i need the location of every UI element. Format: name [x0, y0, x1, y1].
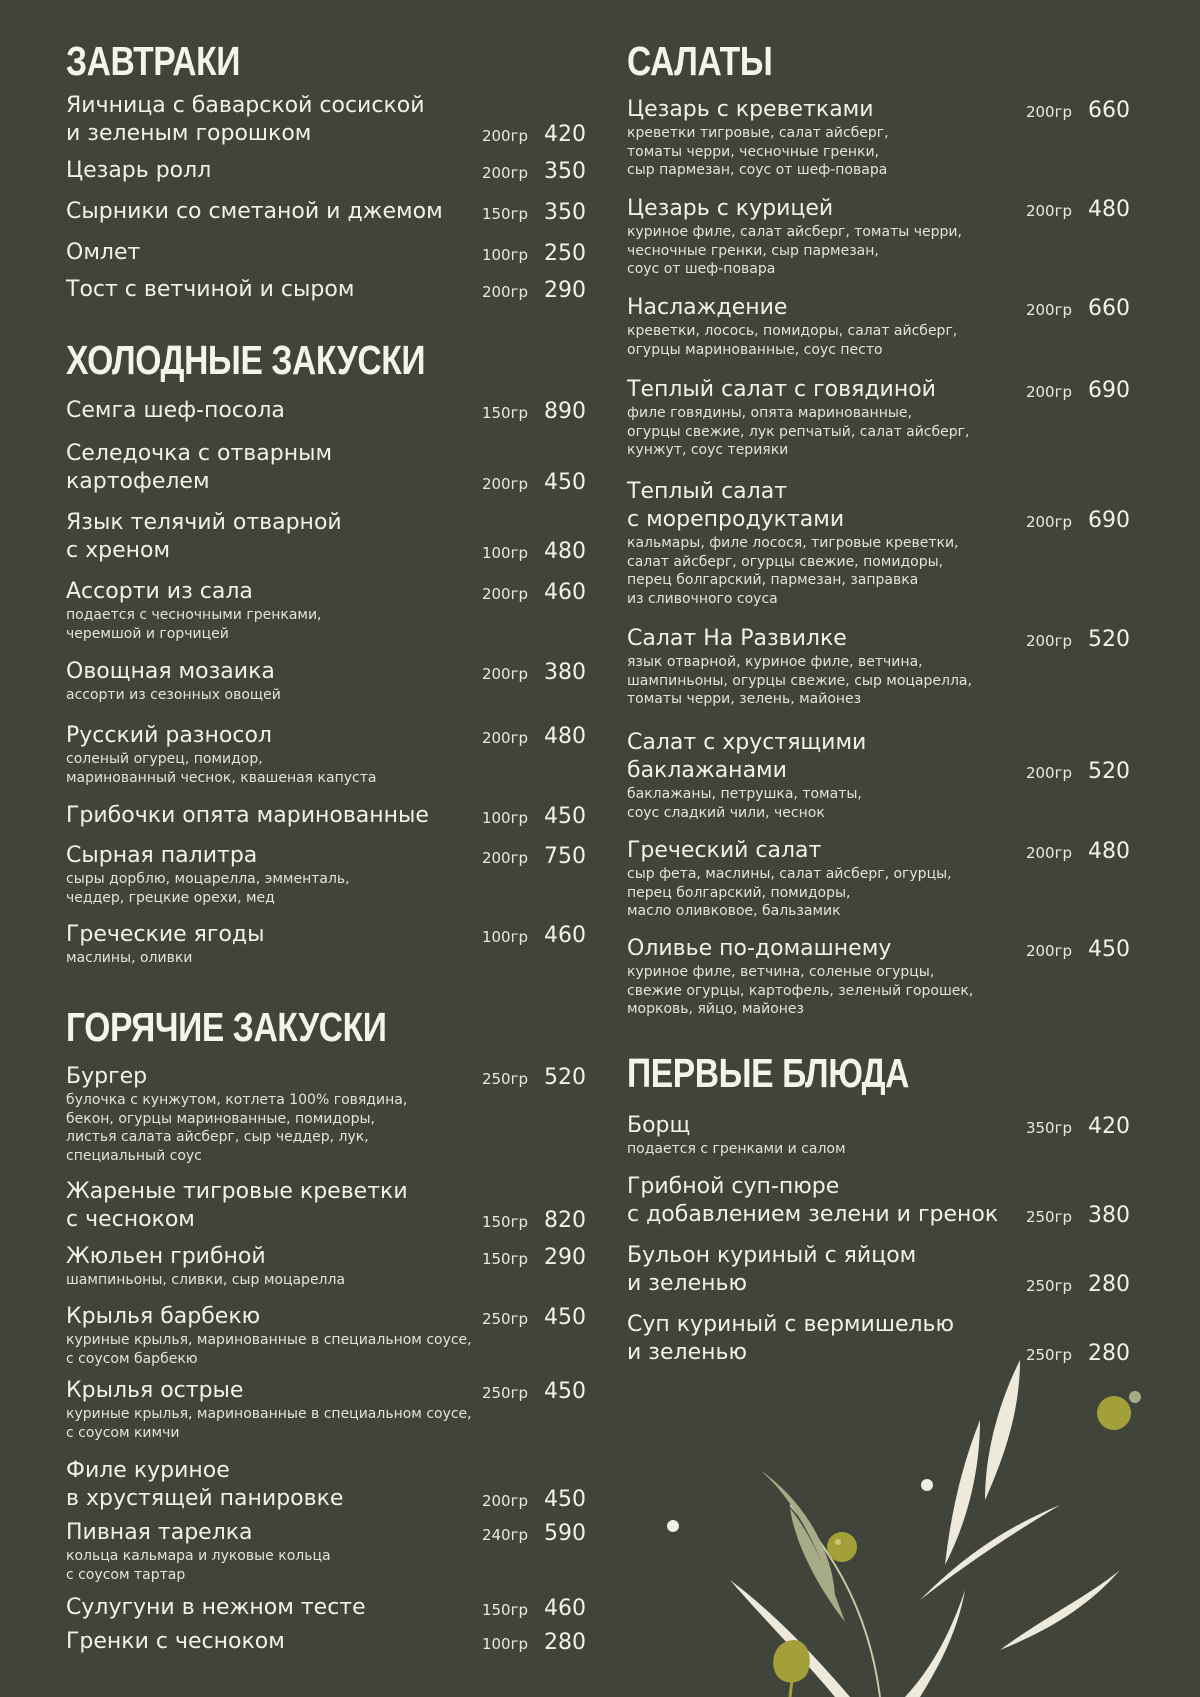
- menu-item: [627, 1242, 1130, 1298]
- item-name: Оливье по-домашнему: [627, 936, 892, 961]
- item-weight: 100гр: [481, 809, 528, 827]
- item-description: соленый огурец, помидор, маринованный чеснок, квашеная капуста: [66, 751, 377, 786]
- menu-item: [627, 1173, 1130, 1229]
- item-name: Пивная тарелка: [66, 1520, 253, 1545]
- item-price: 420: [544, 122, 586, 147]
- item-weight: 200гр: [1025, 301, 1072, 319]
- item-weight: 200гр: [481, 1492, 528, 1510]
- item-price: 520: [1088, 627, 1130, 652]
- section-title-salaty: САЛАТЫ: [627, 38, 773, 84]
- item-weight: 200гр: [1025, 844, 1072, 862]
- section-title-zavtraki: ЗАВТРАКИ: [66, 38, 241, 84]
- item-price: 480: [1088, 197, 1130, 222]
- menu-item: [66, 157, 586, 185]
- menu-item: [627, 1311, 1130, 1367]
- item-name: Цезарь с курицей: [627, 196, 834, 221]
- menu-item: [66, 802, 586, 830]
- menu-item: [66, 1303, 586, 1368]
- menu-item: [66, 1063, 586, 1165]
- item-name: Сырники со сметаной и джемом: [66, 199, 443, 224]
- section-title-holodnye: ХОЛОДНЫЕ ЗАКУСКИ: [66, 337, 426, 383]
- item-description: куриные крылья, маринованные в специальном соусе, с соусом барбекю: [66, 1332, 472, 1367]
- item-description: куриные крылья, маринованные в специальном соусе, с соусом кимчи: [66, 1406, 472, 1441]
- item-price: 460: [544, 580, 586, 605]
- item-weight: 200гр: [1025, 764, 1072, 782]
- item-weight: 200гр: [481, 665, 528, 683]
- menu-item: [66, 1594, 586, 1622]
- item-weight: 100гр: [481, 928, 528, 946]
- item-weight: 200гр: [481, 585, 528, 603]
- item-name: Селедочка с отварным картофелем: [66, 441, 333, 494]
- item-price: 660: [1088, 296, 1130, 321]
- item-name: Бургер: [66, 1064, 148, 1089]
- item-description: сыр фета, маслины, салат айсберг, огурцы, перец болгарский, помидоры, масло оливковое, бальзамик: [627, 866, 952, 919]
- menu-item: [627, 729, 1130, 822]
- item-description: кальмары, филе лосося, тигровые креветки, салат айсберг, огурцы свежие, помидоры, перец болгарский, пармезан, заправка из сливочного соуса: [627, 535, 959, 607]
- item-name: Грибной суп-пюре с добавлением зелени и гренок: [627, 1174, 999, 1227]
- item-name: Тост с ветчиной и сыром: [66, 277, 355, 302]
- item-weight: 150гр: [481, 1213, 528, 1231]
- item-weight: 200гр: [481, 164, 528, 182]
- item-weight: 240гр: [481, 1526, 528, 1544]
- menu-item: [66, 1457, 586, 1513]
- menu-item: [66, 276, 586, 304]
- item-name: Крылья острые: [66, 1378, 244, 1403]
- item-weight: 200гр: [1025, 942, 1072, 960]
- item-weight: 150гр: [481, 404, 528, 422]
- menu-item: [627, 96, 1130, 180]
- item-name: Салат с хрустящими баклажанами: [627, 730, 867, 783]
- item-description: подается с чесночными гренками, черемшой и горчицей: [66, 607, 322, 642]
- item-price: 480: [544, 539, 586, 564]
- item-weight: 100гр: [481, 1635, 528, 1653]
- item-weight: 150гр: [481, 1601, 528, 1619]
- item-price: 380: [544, 660, 586, 685]
- item-description: кольца кальмара и луковые кольца с соусом тартар: [66, 1548, 331, 1583]
- item-price: 450: [544, 1379, 586, 1404]
- item-name: Греческий салат: [627, 838, 822, 863]
- item-description: ассорти из сезонных овощей: [66, 687, 281, 703]
- item-weight: 200гр: [1025, 202, 1072, 220]
- item-price: 250: [544, 241, 586, 266]
- item-price: 350: [544, 159, 586, 184]
- item-price: 480: [544, 724, 586, 749]
- menu-item: [627, 195, 1130, 279]
- menu-item: [627, 625, 1130, 709]
- menu-item: [66, 578, 586, 643]
- pear-icon: [773, 1640, 810, 1697]
- menu-item: [66, 92, 586, 148]
- menu-item: [66, 1178, 586, 1234]
- item-price: 280: [1088, 1341, 1130, 1366]
- item-weight: 200гр: [1025, 513, 1072, 531]
- item-name: Яичница с баварской сосиской и зеленым горошком: [66, 93, 425, 146]
- item-weight: 250гр: [1025, 1346, 1072, 1364]
- item-price: 290: [544, 1245, 586, 1270]
- item-name: Жюльен грибной: [66, 1244, 266, 1269]
- item-description: подается с гренками и салом: [627, 1141, 846, 1157]
- item-weight: 250гр: [1025, 1277, 1072, 1295]
- menu-item: [66, 722, 586, 787]
- item-description: креветки, лосось, помидоры, салат айсберг, огурцы маринованные, соус песто: [627, 323, 958, 358]
- item-name: Язык телячий отварной с хреном: [66, 510, 342, 563]
- item-description: сыры дорблю, моцарелла, эмменталь, чеддер, грецкие орехи, мед: [66, 871, 350, 906]
- item-name: Суп куриный с вермишелью и зеленью: [627, 1312, 955, 1365]
- item-price: 890: [544, 399, 586, 424]
- item-weight: 150гр: [481, 1250, 528, 1268]
- menu-item: [66, 842, 586, 907]
- item-name: Русский разносол: [66, 723, 272, 748]
- item-weight: 250гр: [481, 1384, 528, 1402]
- item-name: Овощная мозаика: [66, 659, 275, 684]
- item-name: Наслаждение: [627, 295, 788, 320]
- item-description: куриное филе, салат айсберг, томаты черри, чесночные гренки, сыр пармезан, соус от шеф-повара: [627, 224, 962, 277]
- menu-item: [66, 1519, 586, 1584]
- item-price: 450: [544, 1305, 586, 1330]
- item-name: Крылья барбекю: [66, 1304, 261, 1329]
- item-price: 690: [1088, 508, 1130, 533]
- item-weight: 200гр: [1025, 383, 1072, 401]
- item-weight: 200гр: [481, 729, 528, 747]
- dot-icon: [667, 1391, 1141, 1532]
- item-price: 380: [1088, 1203, 1130, 1228]
- item-weight: 150гр: [481, 205, 528, 223]
- item-description: куриное филе, ветчина, соленые огурцы, свежие огурцы, картофель, зеленый горошек, морковь, яйцо, майонез: [627, 964, 974, 1017]
- menu-item: [627, 478, 1130, 608]
- item-name: Гренки с чесноком: [66, 1629, 285, 1654]
- item-price: 450: [544, 804, 586, 829]
- olive-branch-decoration: [620, 1360, 1180, 1697]
- item-name: Теплый салат с говядиной: [627, 377, 936, 402]
- item-price: 660: [1088, 98, 1130, 123]
- item-description: булочка с кунжутом, котлета 100% говядина, бекон, огурцы маринованные, помидоры, листья салата айсберг, сыр чеддер, лук, специальный соус: [66, 1092, 408, 1164]
- item-weight: 200гр: [481, 475, 528, 493]
- item-weight: 200гр: [481, 283, 528, 301]
- menu-item: [66, 239, 586, 267]
- olive-icon: [827, 1396, 1131, 1562]
- item-weight: 100гр: [481, 544, 528, 562]
- item-description: баклажаны, петрушка, томаты, соус сладкий чили, чеснок: [627, 786, 862, 821]
- item-price: 820: [544, 1208, 586, 1233]
- menu-item: [627, 935, 1130, 1019]
- menu-item: [66, 509, 586, 565]
- item-name: Теплый салат с морепродуктами: [627, 479, 845, 532]
- menu-item: [66, 658, 586, 705]
- item-weight: 250гр: [481, 1310, 528, 1328]
- item-weight: 250гр: [1025, 1208, 1072, 1226]
- item-weight: 100гр: [481, 246, 528, 264]
- item-name: Сулугуни в нежном тесте: [66, 1595, 366, 1620]
- item-name: Омлет: [66, 240, 141, 265]
- item-name: Цезарь ролл: [66, 158, 212, 183]
- item-price: 420: [1088, 1114, 1130, 1139]
- item-name: Бульон куриный с яйцом и зеленью: [627, 1243, 917, 1296]
- item-price: 460: [544, 923, 586, 948]
- item-description: креветки тигровые, салат айсберг, томаты черри, чесночные гренки, сыр пармезан, соус от шеф-повара: [627, 125, 889, 178]
- item-weight: 200гр: [1025, 632, 1072, 650]
- item-description: маслины, оливки: [66, 950, 193, 966]
- menu-item: [627, 1112, 1130, 1159]
- item-price: 290: [544, 278, 586, 303]
- menu-item: [66, 1628, 586, 1656]
- item-price: 460: [544, 1596, 586, 1621]
- item-price: 750: [544, 844, 586, 869]
- item-name: Грибочки опята маринованные: [66, 803, 429, 828]
- item-price: 280: [544, 1630, 586, 1655]
- menu-item: [66, 198, 586, 226]
- item-description: язык отварной, куриное филе, ветчина, шампиньоны, огурцы свежие, сыр моцарелла, томаты черри, зелень, майонез: [627, 654, 972, 707]
- item-name: Цезарь с креветками: [627, 97, 874, 122]
- menu-item: [627, 376, 1130, 460]
- item-price: 350: [544, 200, 586, 225]
- item-weight: 200гр: [481, 127, 528, 145]
- menu-item: [66, 1243, 586, 1290]
- item-price: 520: [544, 1065, 586, 1090]
- item-price: 690: [1088, 378, 1130, 403]
- item-weight: 350гр: [1025, 1119, 1072, 1137]
- item-description: филе говядины, опята маринованные, огурцы свежие, лук репчатый, салат айсберг, кунжут, соус терияки: [627, 405, 970, 458]
- item-name: Сырная палитра: [66, 843, 258, 868]
- section-title-goryachie: ГОРЯЧИЕ ЗАКУСКИ: [66, 1004, 387, 1050]
- item-name: Греческие ягоды: [66, 922, 265, 947]
- item-name: Борщ: [627, 1113, 691, 1138]
- item-weight: 200гр: [1025, 103, 1072, 121]
- item-name: Ассорти из сала: [66, 579, 253, 604]
- item-description: шампиньоны, сливки, сыр моцарелла: [66, 1272, 346, 1288]
- item-name: Семга шеф-посола: [66, 398, 285, 423]
- item-weight: 200гр: [481, 849, 528, 867]
- item-weight: 250гр: [481, 1070, 528, 1088]
- menu-item: [66, 921, 586, 968]
- menu-item: [66, 1377, 586, 1442]
- item-price: 480: [1088, 839, 1130, 864]
- menu-item: [66, 397, 586, 425]
- section-title-pervye: ПЕРВЫЕ БЛЮДА: [627, 1050, 910, 1096]
- item-name: Салат На Развилке: [627, 626, 847, 651]
- item-price: 520: [1088, 759, 1130, 784]
- menu-item: [627, 294, 1130, 359]
- item-price: 450: [544, 470, 586, 495]
- menu-item: [66, 440, 586, 496]
- item-price: 450: [544, 1487, 586, 1512]
- menu-item: [627, 837, 1130, 921]
- item-price: 590: [544, 1521, 586, 1546]
- item-price: 280: [1088, 1272, 1130, 1297]
- item-name: Жареные тигровые креветки с чесноком: [66, 1179, 408, 1232]
- item-price: 450: [1088, 937, 1130, 962]
- item-name: Филе куриное в хрустящей панировке: [66, 1458, 344, 1511]
